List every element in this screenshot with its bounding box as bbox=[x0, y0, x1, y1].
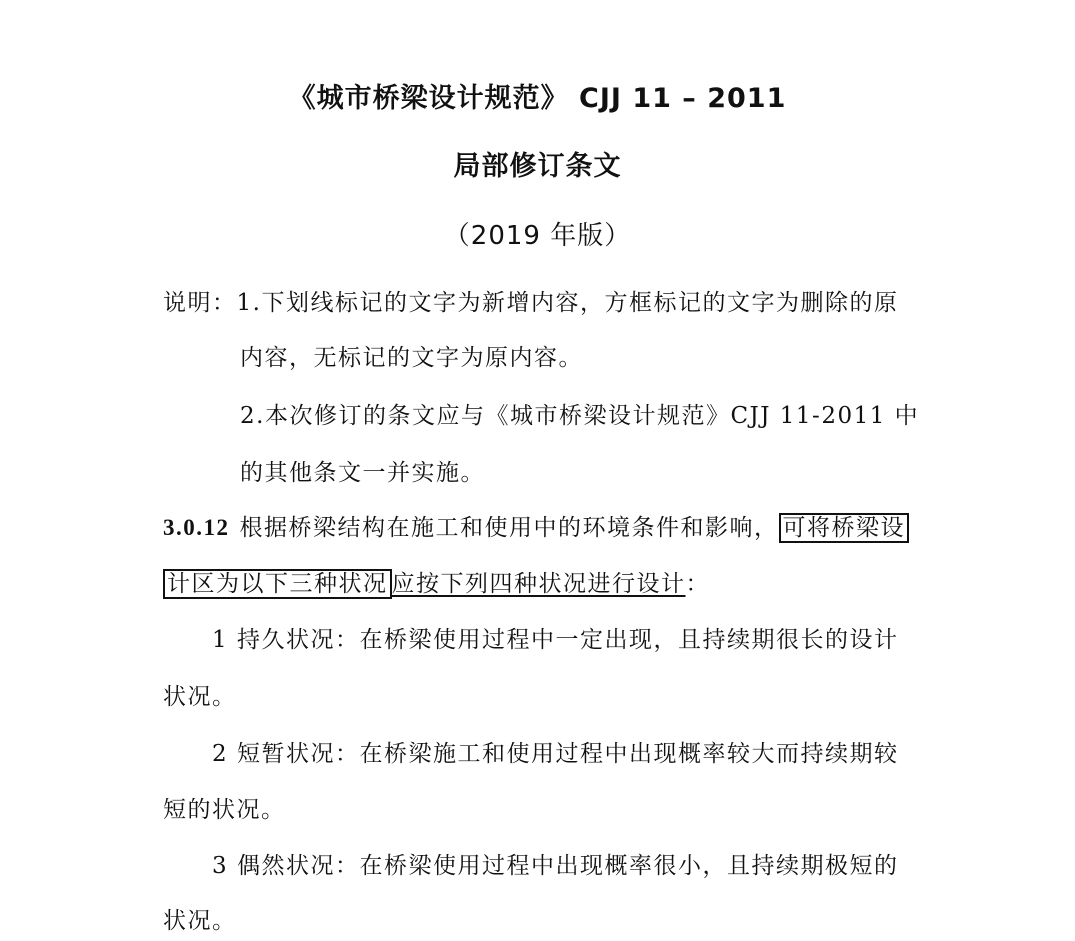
document-title: 《城市桥梁设计规范》 CJJ 11 – 2011 bbox=[288, 83, 787, 114]
item-3-line-1: 3 偶然状况：在桥梁使用过程中出现概率很小，且持续期极短的 bbox=[212, 853, 899, 879]
note-line-4: 的其他条文一并实施。 bbox=[240, 460, 485, 486]
document-subtitle: 局部修订条文 bbox=[453, 151, 622, 182]
note-line-3: 2.本次修订的条文应与《城市桥梁设计规范》CJJ 11-2011 中 bbox=[240, 403, 920, 429]
clause-line-2 bbox=[163, 568, 710, 600]
item-1-line-2: 状况。 bbox=[163, 684, 237, 710]
note-line-2: 内容，无标记的文字为原内容。 bbox=[240, 345, 583, 371]
item-1-line-1: 1 持久状况：在桥梁使用过程中一定出现，且持续期很长的设计 bbox=[212, 627, 899, 653]
note-line-1: 说明：1.下划线标记的文字为新增内容，方框标记的文字为删除的原 bbox=[163, 290, 899, 316]
document-edition: （2019 年版） bbox=[443, 221, 632, 251]
item-2-line-2: 短的状况。 bbox=[163, 797, 286, 823]
clause-colon: ： bbox=[685, 571, 710, 597]
deleted-text-part-1: 可将桥梁设 bbox=[779, 513, 910, 543]
item-3-line-2: 状况。 bbox=[163, 908, 237, 934]
clause-intro: 根据桥梁结构在施工和使用中的环境条件和影响， bbox=[239, 515, 779, 541]
added-text: 应按下列四种状况进行设计 bbox=[391, 571, 686, 597]
item-2-line-1: 2 短暂状况：在桥梁施工和使用过程中出现概率较大而持续期较 bbox=[212, 741, 899, 767]
clause-number: 3.0.12 bbox=[163, 515, 230, 540]
deleted-text-part-2: 计区为以下三种状况 bbox=[163, 569, 392, 599]
clause-line-1 bbox=[163, 512, 909, 544]
